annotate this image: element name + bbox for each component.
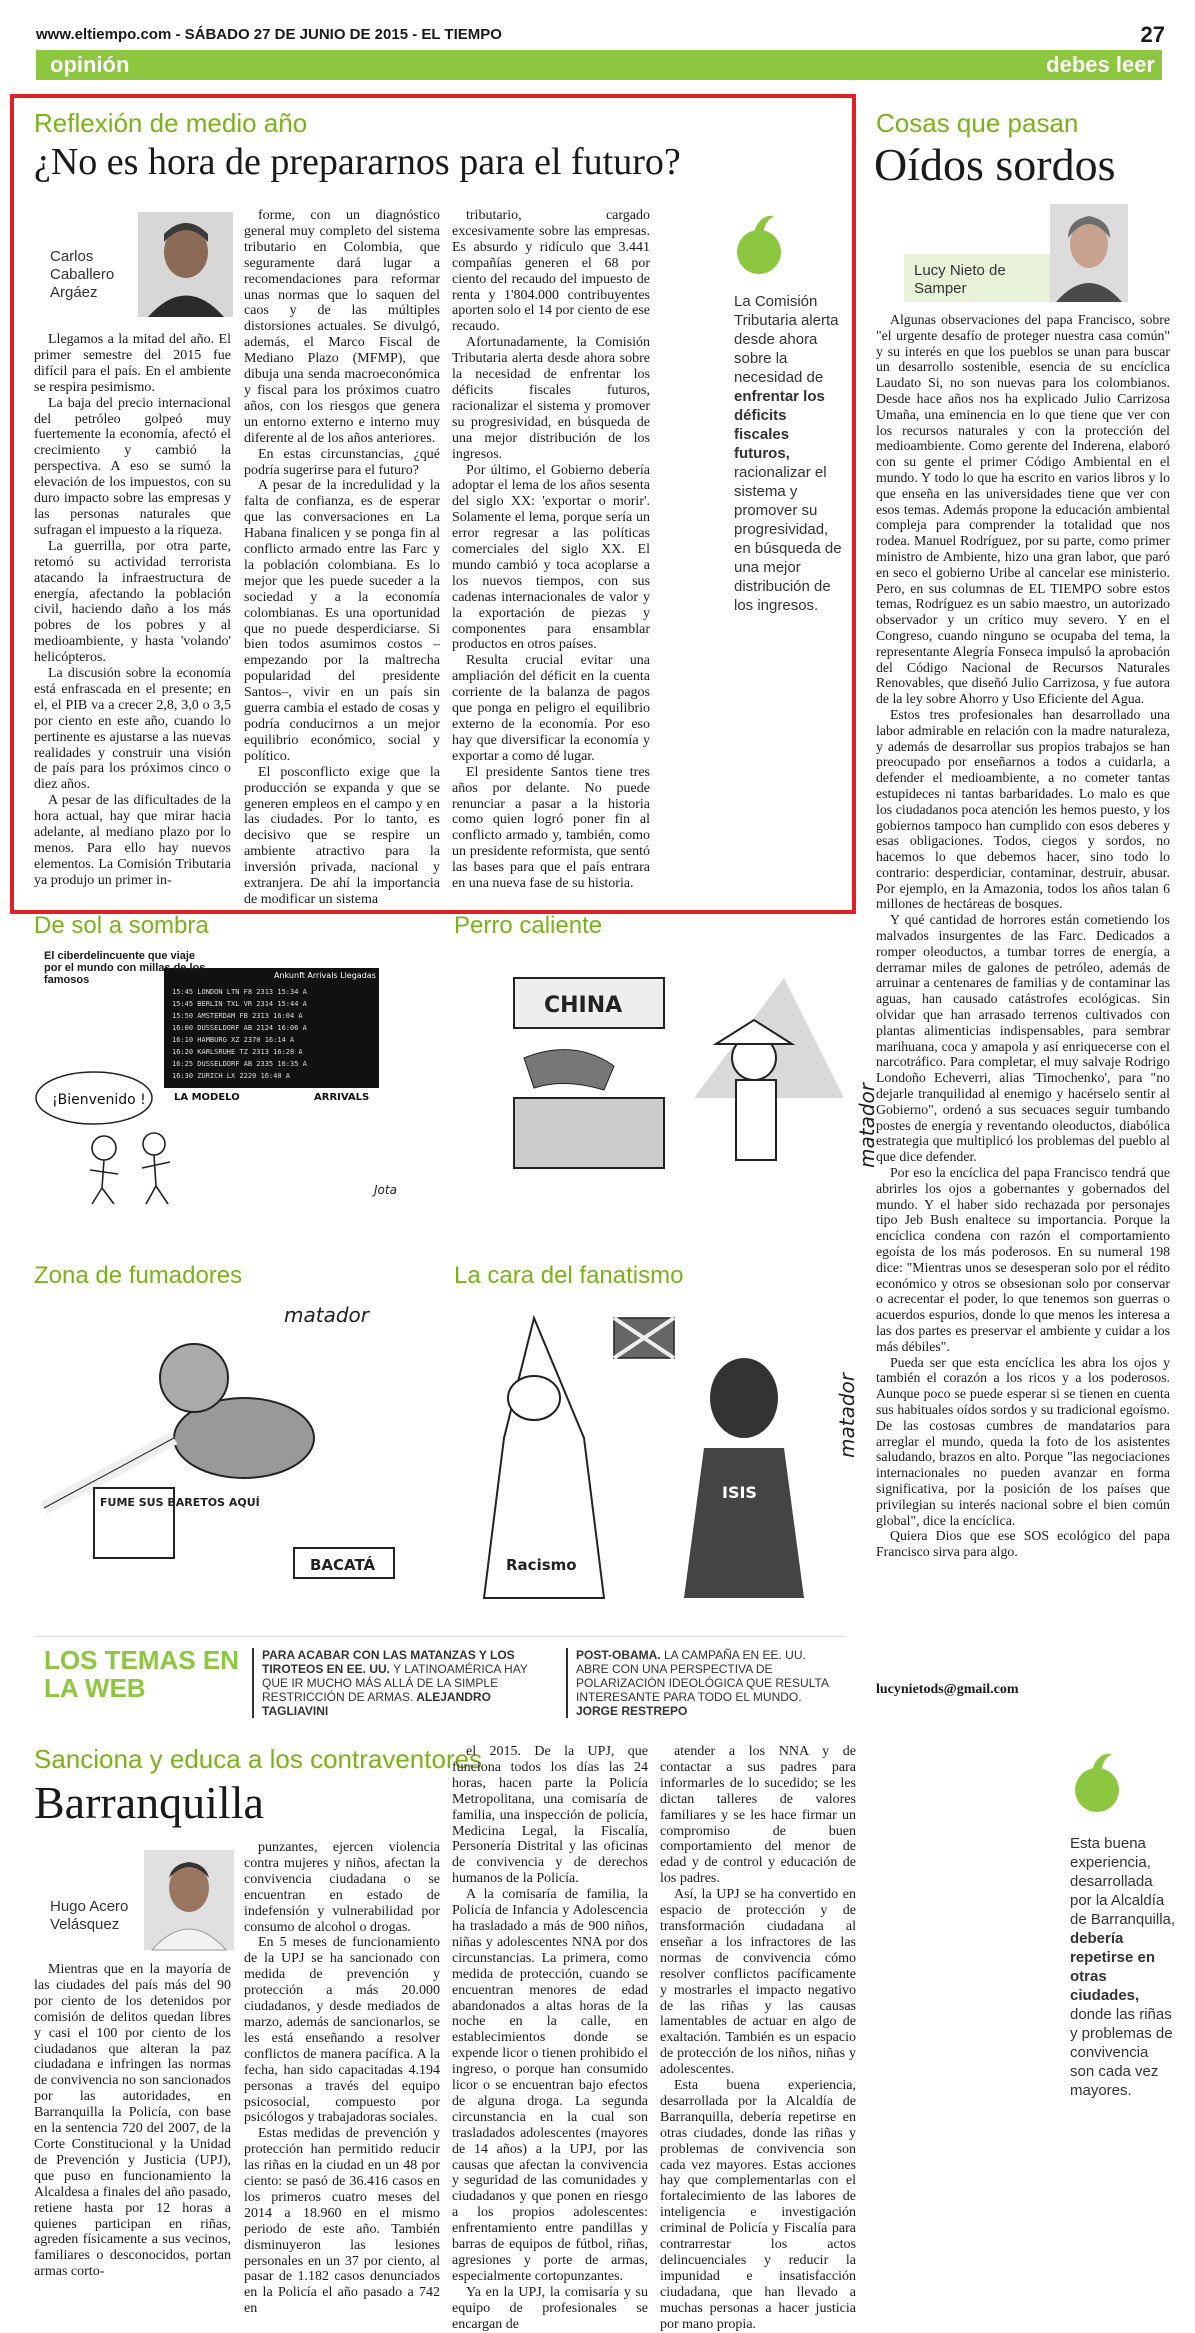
bottom-column-3 <box>452 1744 648 2332</box>
bottom-author-photo <box>144 1850 234 1950</box>
svg-text:matador: matador <box>284 1303 369 1327</box>
right-email: lucynietods@gmail.com <box>876 1682 1019 1697</box>
paragraph: Así, la UPJ se ha convertido en espacio de protección y de transformación ciudadana al enseñar a los infractores de las normas de convivencia cómo resolver conflictos pacíficamente y mostrarles el impacto negativo de las riñas y las causas lamentables de actuar en algo de exaltación. También es un espacio de protección de los niños, niñas y adolescentes. <box>660 1887 856 2078</box>
svg-text:FUME SUS BARETOS AQUÍ: FUME SUS BARETOS AQUÍ <box>100 1496 260 1509</box>
right-kicker: Cosas que pasan <box>876 108 1079 138</box>
paragraph: Estos tres profesionales han desarrollado una labor admirable en relación con la madre naturaleza, y además de desarrollar sus propios trabajos se han preocupado por enseñarnos a todos a cuidarla, a defender el medioambiente, a no cometer tantas estupideces ni tantas barbaridades. Lo malo es que los ciudadanos poca atención les hemos puesto, y los gobiernos tampoco han cumplido con esos deberes y esas obligaciones. Todos, ciegos y sordos, no hacemos lo que debemos hacer, sino todo lo contrario: desperdiciar, contaminar, destruir, abusar. Por ejemplo, en la Amazonia, todos los años talan 6 millones de hectáreas de bosques. <box>876 706 1170 912</box>
right-title: Oídos sordos <box>874 139 1116 190</box>
svg-text:16:25 DUSSELDORF AB 2335 16:35: 16:25 DUSSELDORF AB 2335 16:35 A <box>172 1060 307 1068</box>
bottom-title: Barranquilla <box>34 1777 264 1828</box>
section-bar <box>36 50 1162 80</box>
bottom-column-1 <box>34 1962 231 2280</box>
paragraph: Algunas observaciones del papa Francisco, sobre "el urgente desafío de proteger nuestra casa común" y su interés en que los pueblos se unan para buscar un desarrollo sostenible, esencia de su encíclica Laudato Si, no son nuevas para los colombianos. Desde hace años nos ha explicado Julio Carrizosa Umaña, una eminencia en lo que tiene que ver con los recursos naturales y con la protección del medioambiente. Como gerente del Inderena, elaboró con su gente el primer Código Ambiental en el mundo. Y todo lo que ha escrito en varios libros y lo que enseña en las universidades tiene que ver con esos temas. Además propone la educación ambiental compleja para comprender la totalidad que nos rodea. Manuel Rodríguez, por su parte, como primer ministro de Ambiente, hizo una gran labor, que paró en seco el gobierno Uribe al cancelar ese ministerio. Pero, en sus columnas de EL TIEMPO sobre estos temas, Rodríguez es un sabio maestro, un autorizado observador y un crítico muy severo. Y en el Congreso, cuando ninguno se ocupaba del tema, la representante Alegría Fonseca impulsó la aprobación del Código Nacional de Recursos Naturales Renovables, que diseñó Julio Carrizosa, y fue autora de la ley sobre Ahorro y Uso Eficiente del Agua. <box>876 312 1170 707</box>
cartoon-3-title: Zona de fumadores <box>34 1262 243 1289</box>
paragraph: Y qué cantidad de horrores están cometiendo los malvados insurgentes de las Farc. Dedicados a romper oleoductos, a tumbar torres de energía, a derramar miles de galones de petróleo, además de arruinar a centenares de familias y de contaminar las aguas, han causado catástrofes ecológicas. Sin olvidar que han arrasado terrenos cultivados con plantas alimenticias indispensables, para sembrar marihuana, coca y amapola y así enriquecerse con el narcotráfico. Para completar, el muy salvaje Rodrigo Londoño Echeverri, alias 'Timochenko', para "no dejarle tranquilidad al enemigo y hacérselo sentir al Gobierno", ordenó a sus secuaces seguir tumbando postes de energía y reventando oleoductos, diabólica estrategia que multiplicó los problemas del pueblo al que dice defender. <box>876 912 1170 1165</box>
svg-text:Ankunft Arrivals Llegadas: Ankunft Arrivals Llegadas <box>274 971 376 980</box>
paragraph: el 2015. De la UPJ, que funciona todos los días las 24 horas, hacen parte la Policía Metropolitana, una comisaría de familia, una inspección de policía, Medicina Legal, la Fiscalía, Personería Distrital y las oficinas de convivencia y de derechos humanos de la Policía. <box>452 1744 648 1887</box>
paragraph: atender a los NNA y de contactar a sus padres para informarles de lo sucedido; se les dictan talleres de valores familiares y se les hace firmar un compromiso de buen comportamiento del menor de edad y de control y educación de los padres. <box>660 1744 856 1887</box>
paragraph: Por eso la encíclica del papa Francisco tendrá que abrirles los ojos a gobernantes y gobernados del mundo. Y el haber sido rechazada por personajes tipo Jeb Bush enaltece su importancia. Porque la encíclica condena con razón el comportamiento egoísta de los más poderosos. En su numeral 198 dice: "Mientras unos se desesperan solo por el rédito económico y otros se obsesionan solo por conservar o acrecentar el poder, lo que tenemos son guerras o acuerdos espurios, donde lo que menos les interesa a las dos partes es preservar el ambiente y cuidar a los más débiles". <box>876 1165 1170 1354</box>
paragraph: Ya en la UPJ, la comisaría y su equipo de profesionales se encargan de <box>452 2284 648 2332</box>
paragraph: Llegamos a la mitad del año. El primer semestre del 2015 fue difícil para el país. En el ambiente se respira pesimismo. <box>34 332 231 395</box>
svg-text:16:00 DUSSELDORF AB 2124 16:06: 16:00 DUSSELDORF AB 2124 16:06 A <box>172 1024 307 1032</box>
cartoon-4-drawing <box>454 1298 859 1598</box>
web-topics-title: LOS TEMAS EN LA WEB <box>44 1645 240 1703</box>
masthead-line: www.eltiempo.com - SÁBADO 27 DE JUNIO DE 2015 - EL TIEMPO <box>36 26 502 43</box>
svg-text:ARRIVALS: ARRIVALS <box>314 1092 370 1103</box>
paragraph: Esta buena experiencia, desarrollada por la Alcaldía de Barranquilla, debería repetirse en otras ciudades, donde las riñas y problemas de convivencia son cada vez mayores. Estas acciones hay que complementarlas con el fortalecimiento de las labores de inteligencia e investigación criminal de Policía y Fiscalía para contrarrestar los actos delincuenciales y reducir la impunidad e insatisfacción ciudadana, que han llevado a muchas personas a hacer justicia por mano propia. <box>660 2078 856 2332</box>
main-column-2 <box>244 208 440 906</box>
paragraph: A la comisaría de familia, la Policía de Infancia y Adolescencia ha trasladado a más de 900 niños, niñas y adolescentes NNA por dos circunstancias. La primera, como medida de protección, cuando se encuentran menores de edad abandonados a altas horas de la noche en la calle, en establecimientos donde se expende licor o tienen prohibido el ingreso, o porque han consumido licor o se encuentran bajo efectos de alguna droga. La segunda circunstancia en la cual son trasladados adolescentes (mayores de 14 años) a la UPJ, por las causas que afectan la convivencia y seguridad de las comunidades y ciudadanos y que ponen en riesgo a los propios adolescentes: enfrentamiento entre pandillas y barras de equipos de fútbol, riñas, agresiones y porte de armas, especialmente cortopunzantes. <box>452 1887 648 2284</box>
svg-text:Jota: Jota <box>374 1183 397 1197</box>
quote-mark-icon <box>734 212 784 282</box>
svg-text:matador: matador <box>835 1373 859 1458</box>
svg-text:¡Bienvenido !: ¡Bienvenido ! <box>52 1092 146 1108</box>
svg-text:16:30 ZURICH LX 2220 16:40: 16:30 ZURICH LX 2220 16:40 A <box>172 1072 291 1080</box>
right-author-photo <box>1050 204 1128 302</box>
bottom-pull-quote: Esta buena experiencia, desarrollada por la Alcaldía de Barranquilla, debería repetirse en otras ciudades, donde las riñas y problemas de convivencia son cada vez mayores. <box>1070 1835 1176 2099</box>
cartoon-2-title: Perro caliente <box>454 912 603 939</box>
paragraph: Pueda ser que esta encíclica les abra los ojos y también el corazón a los ricos y a los poderosos. Aunque poco se puede esperar si se tienen en cuenta sus habituales oídos sordos y su tradicional egoísmo. De las costosas cumbres de mandatarios para arreglar el mundo, queda la foto de los asistentes saludando, brazos en alto. Porque "las negociaciones internacionales no pueden avanzar en forma significativa, por la posición de los países que privilegian su interés nacional sobre el bien común global", dice la encíclica. <box>876 1354 1170 1528</box>
cartoon-3-drawing <box>34 1298 444 1598</box>
svg-text:15:45 BERLIN TXL VR 2314 15:44: 15:45 BERLIN TXL VR 2314 15:44 A <box>172 1000 307 1008</box>
main-column-3 <box>452 208 650 906</box>
paragraph: La discusión sobre la economía está enfrascada en el presente; en el, el PIB va a crecer 2,8, 3,0 o 3,5 por ciento en este año, cuando lo pertinente es ajustarse a las nuevas realidades y construir una visión de país para los próximos cinco o diez años. <box>34 666 231 793</box>
paragraph: En estas circunstancias, ¿qué podría sugerirse para el futuro? <box>244 446 440 478</box>
svg-text:CHINA: CHINA <box>544 993 623 1018</box>
paragraph: A pesar de las dificultades de la hora actual, hay que mirar hacia adelante, al mediano plazo por lo menos. Para ello hay nuevos elementos. La Comisión Tributaria ya produjo un primer in- <box>34 793 231 888</box>
svg-text:BACATÁ: BACATÁ <box>310 1556 376 1574</box>
paragraph: Por último, el Gobierno debería adoptar el lema de los años sesenta del siglo XX: 'exportar o morir'. Solamente el lema, porque sería un error regresar a las políticas comerciales del siglo XX. El mundo cambió y toca acoplarse a los nuevos tiempos, con sus cadenas internacionales de valor y la exportación de piezas y componentes para ensamblar productos en otros países. <box>452 462 650 653</box>
svg-text:15:50 AMSTERDAM FB 2313 16:04: 15:50 AMSTERDAM FB 2313 16:04 A <box>172 1012 303 1020</box>
svg-text:16:20 KARLSRUHE TZ 2313 16:28: 16:20 KARLSRUHE TZ 2313 16:28 A <box>172 1048 303 1056</box>
cartoon-1-caption: El ciberdelincuente que viaje por el mundo con millas de los famosos <box>44 950 206 986</box>
bottom-column-4 <box>660 1744 856 2332</box>
paragraph: El presidente Santos tiene tres años por delante. No puede renunciar a pasar a la historia como quien logró poner fin al conflicto armado y, también, como un presidente reformista, que sentó las bases para que el país entrara en una nueva fase de su historia. <box>452 764 650 892</box>
paragraph: A pesar de la incredulidad y la falta de confianza, es de esperar que las conversaciones en La Habana finalicen y se ponga fin al conflicto armado entre las Farc y la población colombiana. Es lo mejor que les puede suceder a la sociedad y a la economía colombianas. Es una oportunidad que no puede desperdiciarse. Si bien todos asumimos costos –empezando por la maltrecha popularidad del presidente Santos–, vivir en un país sin guerra cambia el estado de cosas y podría conducirnos a un mejor equilibrio económico, social y político. <box>244 478 440 764</box>
paragraph: La guerrilla, por otra parte, retomó su actividad terrorista atacando la infraestructura de energía, afectando la población civil, haciendo daño a los más pobres de los pobres y al medioambiente, y hasta 'volando' helicópteros. <box>34 538 231 666</box>
paragraph: forme, con un diagnóstico general muy completo del sistema tributario en Colombia, que seguramente dará lugar a recomendaciones para reformar unas normas que lo saquen del caos y de las múltiples distorsiones actuales. Se divulgó, además, el Marco Fiscal de Mediano Plazo (MFMP), que dibuja una senda macroeconómica y fiscal para los próximos cuatro años, con los riesgos que genera un entorno externo e interno muy diferente al de los años anteriores. <box>244 208 440 446</box>
section-label: opinión <box>50 52 130 77</box>
paragraph: Resulta crucial evitar una ampliación del déficit en la cuenta corriente de la balanza de pagos que ponga en peligro el equilibrio externo de la economía. Por eso hay que diversificar la economía y exportar a como dé lugar. <box>452 653 650 764</box>
cartoon-4-title: La cara del fanatismo <box>454 1262 684 1289</box>
paragraph: punzantes, ejercen violencia contra mujeres y niños, afectan la convivencia ciudadana o se encuentran en estado de indefensión y vulnerabilidad por consumo de alcohol o drogas. <box>244 1840 440 1935</box>
bottom-author-name: Hugo Acero Velásquez <box>50 1898 129 1933</box>
paragraph: La baja del precio internacional del petróleo golpeó muy fuertemente la economía, afectó el crecimiento y cambió la perspectiva. A eso se sumó la elevación de los impuestos, con su duro impacto sobre las empresas y las personas naturales que sufragan el impuesto a la riqueza. <box>34 395 231 538</box>
paragraph: Mientras que en la mayoría de las ciudades del país más del 90 por ciento de los detenidos por comisión de delitos quedan libres y casi el 100 por ciento de los ciudadanos que alteran la paz ciudadana e infringen las normas de convivencia no son sancionados por las autoridades, en Barranquilla la Policía, con base en la sentencia 720 del 2007, de la Corte Constitucional y la Unidad de Prevención y Justicia (UPJ), que puso en funcionamiento la Alcaldesa a finales del año pasado, retiene hasta por 12 horas a quienes participan en riñas, agreden físicamente a sus vecinos, familiares o desconocidos, portan armas corto- <box>34 1962 231 2280</box>
paragraph: El posconflicto exige que la producción se expanda y que se generen empleos en el campo y en las ciudades. Por lo tanto, es decisivo que se respire un ambiente atractivo para la inversión privada, nacional y extranjera. De ahí la importancia de modificar un sistema <box>244 764 440 907</box>
svg-text:15:45 LONDON LTN F8 2313 15:34: 15:45 LONDON LTN F8 2313 15:34 A <box>172 988 307 996</box>
bottom-column-2 <box>244 1840 440 2317</box>
main-author-name: Carlos Caballero Argáez <box>50 248 115 301</box>
cartoon-2-drawing <box>454 948 879 1204</box>
paragraph: Estas medidas de prevención y protección han permitido reducir las riñas en la ciudad en un 48 por ciento: se pasó de 36.416 casos en los primeros cuatro meses del 2014 a 18.960 en el mismo periodo de este año. También disminuyeron las lesiones personales en un 37 por ciento, al pasar de 1.182 casos denunciados en la Policía el año pasado a 742 en <box>244 2126 440 2317</box>
bottom-kicker: Sanciona y educa a los contraventores <box>34 1744 483 1774</box>
right-body <box>876 312 1170 1560</box>
paragraph: Afortunadamente, la Comisión Tributaria alerta desde ahora sobre la necesidad de enfrentar los déficits fiscales futuros, racionalizar el sistema y promover su progresividad, en búsqueda de una mejor distribución de los ingresos. <box>452 335 650 462</box>
quote-mark-icon <box>1072 1750 1122 1820</box>
right-author-box <box>904 254 1052 302</box>
author-photo <box>138 212 233 317</box>
web-topic-2[interactable]: POST-OBAMA. LA CAMPAÑA EN EE. UU. ABRE CON UNA PERSPECTIVA DE POLARIZACIÓN IDEOLÓGICA QUE RESULTA INTERESANTE PARA TODO EL MUNDO. JORGE RESTREPO <box>566 1648 836 1718</box>
main-pull-quote: La Comisión Tributaria alerta desde ahora sobre la necesidad de enfrentar los déficits fiscales futuros, racionalizar el sistema y promover su progresividad, en búsqueda de una mejor distribución de los ingresos. <box>734 293 842 614</box>
svg-text:Racismo: Racismo <box>506 1556 577 1574</box>
cartoon-1-title: De sol a sombra <box>34 912 209 939</box>
paragraph: En 5 meses de funcionamiento de la UPJ se ha sancionado con medida de prevención y protección a más 20.000 ciudadanos, y desde mediados de marzo, además de sancionarlos, se les está enseñando a resolver conflictos de manera pacífica. A la fecha, han sido capacitadas 4.194 personas a través del equipo psicosocial, compuesto por psicólogos y trabajadoras sociales. <box>244 1935 440 2126</box>
main-kicker: Reflexión de medio año <box>34 108 308 138</box>
right-author-name: Lucy Nieto de Samper <box>914 262 1006 297</box>
paragraph: tributario, cargado excesivamente sobre las empresas. Es absurdo y ridículo que 3.441 compañías generen el 68 por ciento del recaudo del impuesto de renta y 1'804.000 contribuyentes aporten solo el 14 por ciento de ese recaudo. <box>452 208 650 335</box>
svg-text:ISIS: ISIS <box>722 1483 757 1502</box>
svg-text:16:10 HAMBURG XZ 2370 16:14: 16:10 HAMBURG XZ 2370 16:14 A <box>172 1036 295 1044</box>
page-number: 27 <box>1140 22 1165 47</box>
svg-text:LA MODELO: LA MODELO <box>174 1092 240 1103</box>
section-right-label: debes leer <box>1046 52 1155 77</box>
paragraph: Quiera Dios que ese SOS ecológico del papa Francisco sirva para algo. <box>876 1528 1170 1560</box>
main-title: ¿No es hora de prepararnos para el futuro? <box>34 141 681 183</box>
cartoon-1-drawing <box>34 948 444 1204</box>
main-column-1 <box>34 332 231 906</box>
svg-text:matador: matador <box>855 1083 879 1168</box>
web-topic-1[interactable]: PARA ACABAR CON LAS MATANZAS Y LOS TIROTEOS EN EE. UU. Y LATINOAMÉRICA HAY QUE IR MUCHO MÁS ALLÁ DE LA SIMPLE RESTRICCIÓN DE ARMAS. ALEJANDRO TAGLIAVINI <box>252 1648 532 1718</box>
